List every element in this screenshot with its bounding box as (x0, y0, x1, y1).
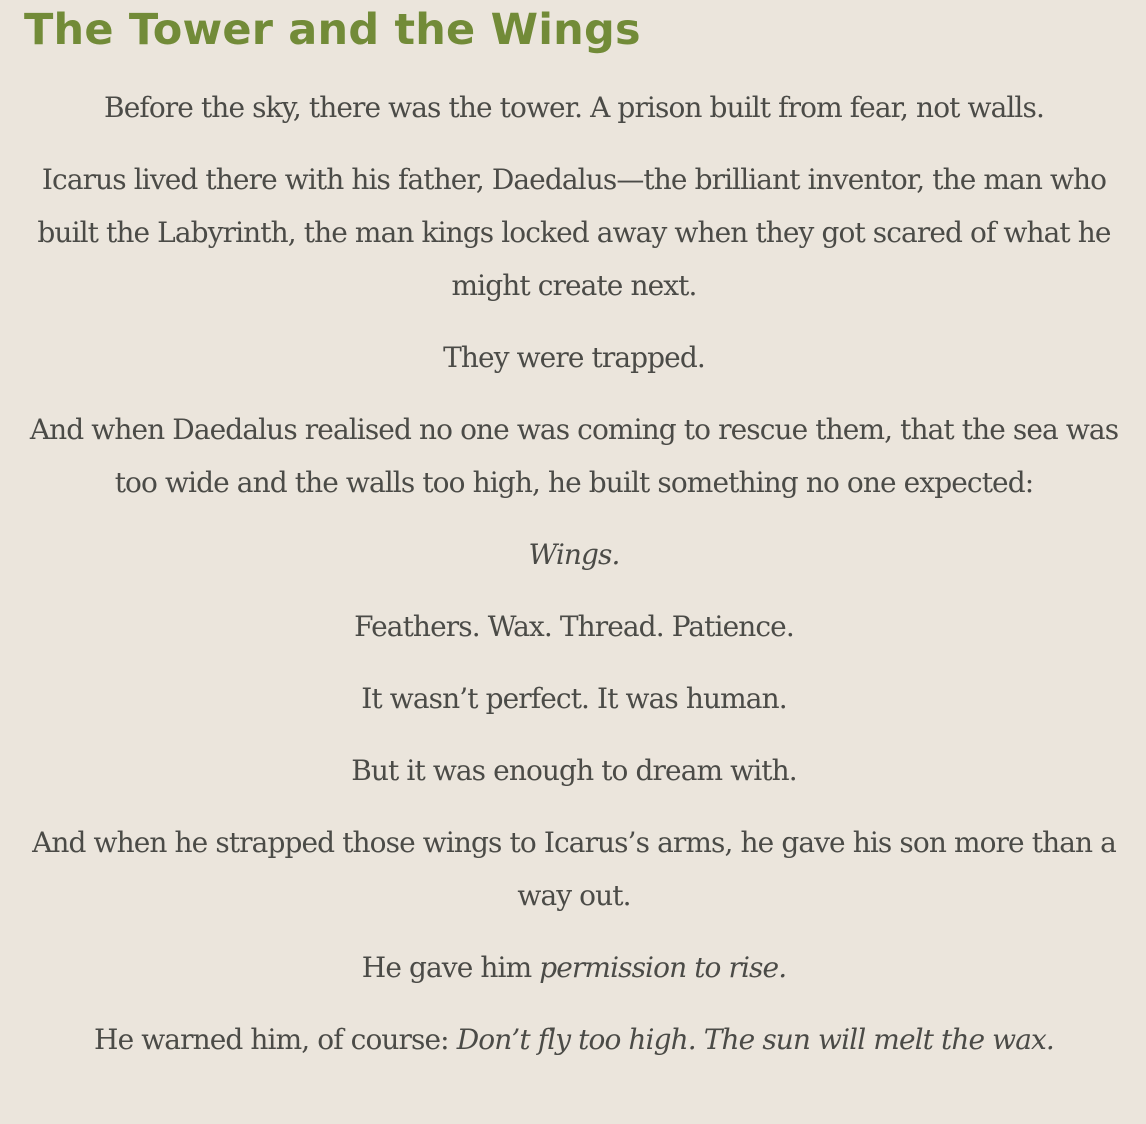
wings-emphasis: Wings. (528, 538, 620, 571)
paragraph-materials: Feathers. Wax. Thread. Patience. (354, 610, 794, 643)
paragraph-warning (24, 1013, 1124, 1066)
paragraph-icarus-daedalus: Icarus lived there with his father, Daedalus—the brilliant inventor, the man who built the Labyrinth, the man kings locked away when they got scared of what he might create next. (37, 163, 1111, 302)
permission-plain: He gave him (361, 951, 540, 984)
story-body (24, 81, 1124, 1066)
paragraph-human: It wasn’t perfect. It was human. (361, 682, 787, 715)
article-heading: The Tower and the Wings (24, 5, 641, 55)
paragraph-permission (24, 941, 1124, 994)
warning-emphasis: Don’t fly too high. The sun will melt the wax. (456, 1023, 1054, 1056)
paragraph-dream: But it was enough to dream with. (351, 754, 797, 787)
paragraph-trapped: They were trapped. (443, 341, 705, 374)
paragraph-wings (24, 528, 1124, 581)
paragraph-no-rescue: And when Daedalus realised no one was coming to rescue them, that the sea was too wide and the walls too high, he built something no one expected: (29, 413, 1119, 499)
paragraph-strapped-wings: And when he strapped those wings to Icarus’s arms, he gave his son more than a way out. (32, 826, 1116, 912)
paragraph-tower: Before the sky, there was the tower. A prison built from fear, not walls. (104, 91, 1044, 124)
warning-plain: He warned him, of course: (94, 1023, 457, 1056)
permission-emphasis: permission to rise. (539, 951, 787, 984)
